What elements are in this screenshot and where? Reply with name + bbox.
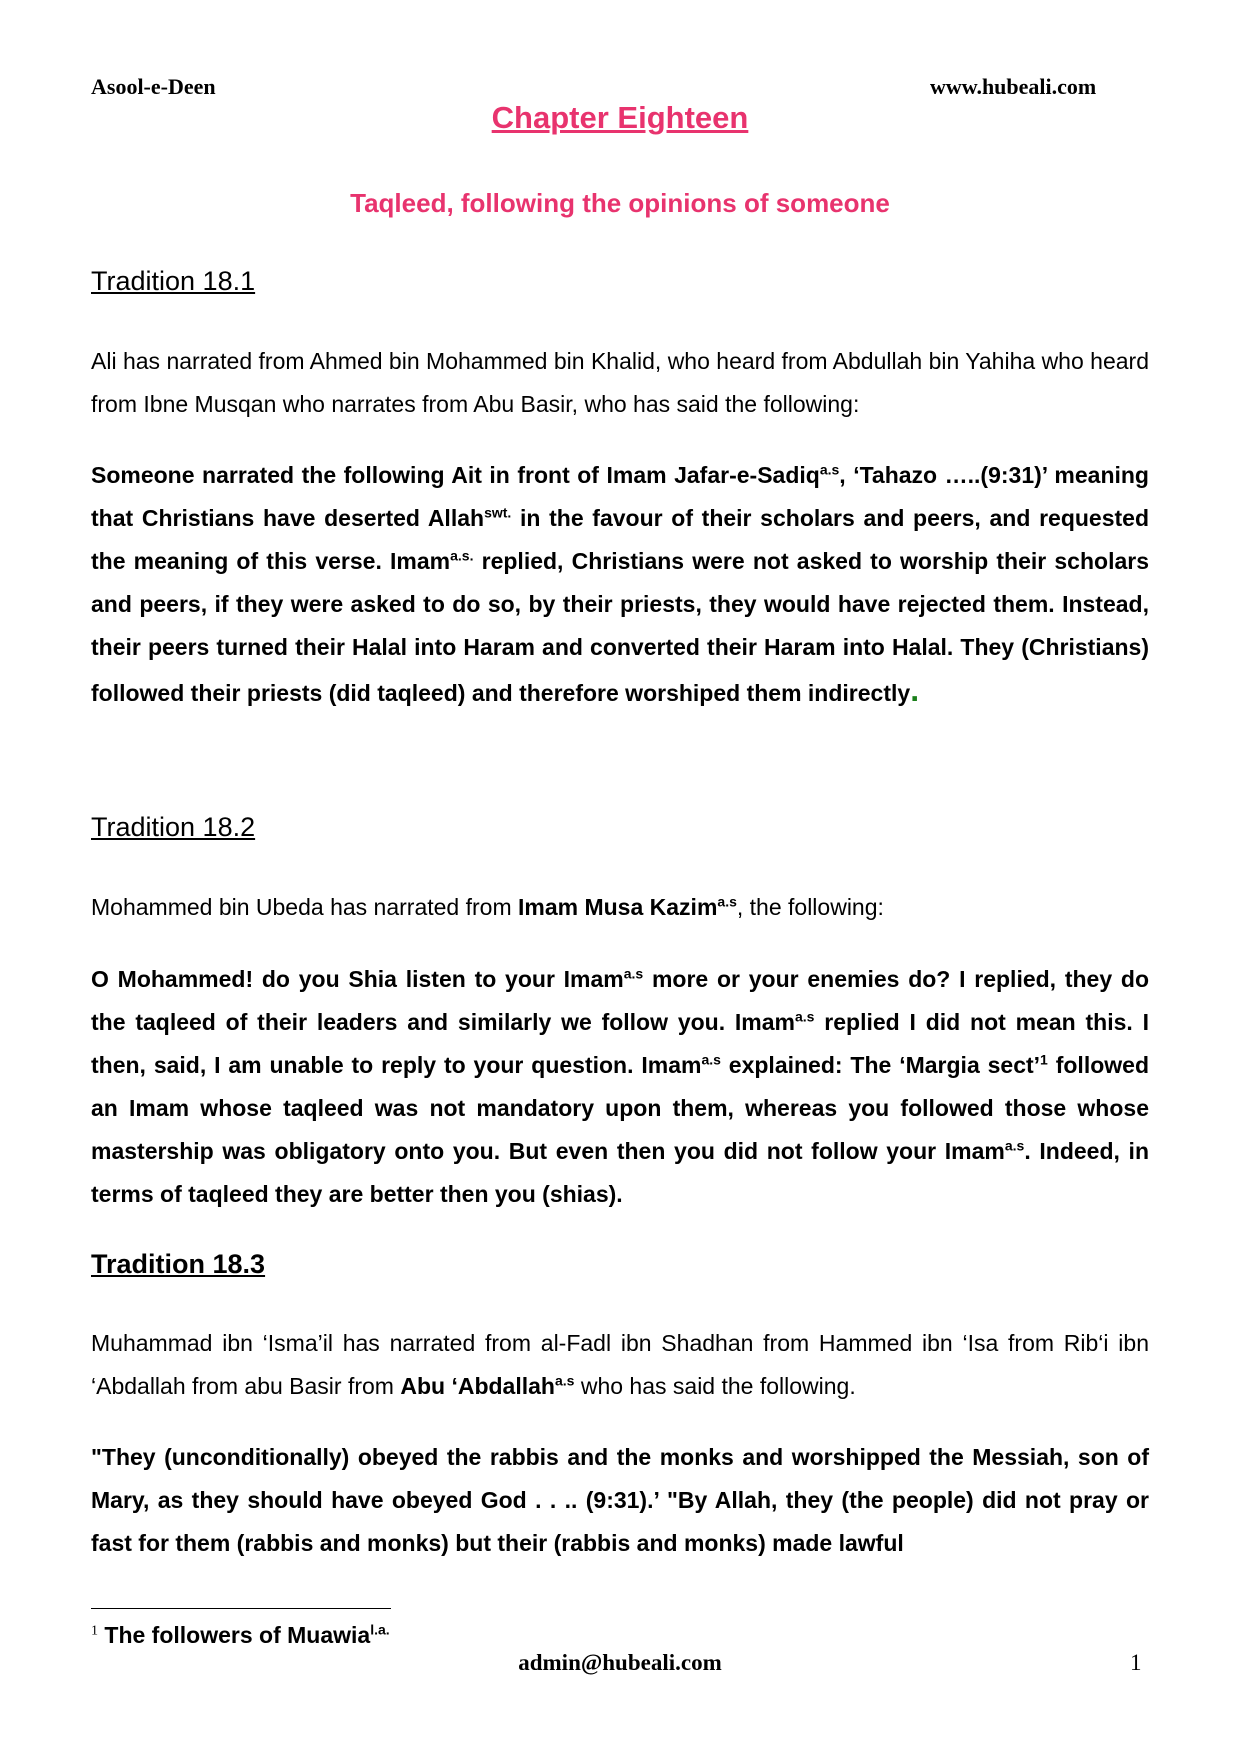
tradition-18-1-intro: Ali has narrated from Ahmed bin Mohammed bin Khalid, who heard from Abdullah bin Yahiha who heard from Ibne Musqan who narrates from Abu Basir, who has said the following:: [91, 348, 1149, 417]
page-number: 1: [1130, 1650, 1142, 1675]
honorific-sup: swt.: [484, 504, 512, 521]
tradition-18-2-quote: O Mohammed! do you Shia listen to your Imam$^{a.s}$ more or your enemies do? I replied, they do the taqleed of their leaders and similarly we follow you. Imam$^{a.s}$ replied I did not mean this. I then, said, I am unable to reply to your question. Imam$^{a.s}$ explained: The ‘Margia sect’$^1$ followed an Imam whose taqleed was not mandatory upon them, whereas you followed those whose mastership was obligatory onto you. But even then you did not follow your Imam$^{a.s}$. Indeed, in terms of taqleed they are better then you (shias).: [91, 965, 1149, 1207]
tradition-18-2-heading: Tradition 18.2: [91, 812, 256, 842]
footnote-number: 1: [91, 1623, 98, 1639]
green-period: .: [910, 672, 920, 708]
honorific-sup: a.s: [795, 1008, 815, 1025]
tradition-18-2-intro: Mohammed bin Ubeda has narrated from Imam Musa Kazim$^{a.s}$, the following:: [91, 893, 884, 920]
tradition-18-3-intro: Muhammad ibn ‘Isma’il has narrated from al-Fadl ibn Shadhan from Hammed ibn ‘Isa from Rib‘i ibn ‘Abdallah from abu Basir from Abu ‘Abdallah$^{a.s}$ who has said the following.: [91, 1330, 1149, 1399]
footer-email: admin@hubeali.com: [518, 1650, 722, 1675]
honorific-sup: a.s: [554, 1372, 575, 1389]
chapter-title: Chapter Eighteen: [491, 100, 749, 135]
honorific-sup: a.s: [1004, 1137, 1025, 1154]
honorific-sup: a.s: [819, 461, 840, 478]
tradition-18-3-heading: Tradition 18.3: [91, 1249, 266, 1279]
header-doc-title: Asool-e-Deen: [91, 74, 216, 99]
honorific-sup: l.a.: [370, 1621, 390, 1638]
chapter-subtitle: Taqleed, following the opinions of someone: [350, 188, 890, 218]
honorific-sup: a.s: [623, 965, 644, 982]
footnote: $^1$ The followers of Muawia$^{l.a.}$: [91, 1621, 390, 1648]
honorific-sup: a.s: [701, 1051, 721, 1068]
honorific-sup: a.s: [717, 893, 737, 910]
honorific-sup: a.s.: [450, 547, 474, 564]
footnote-divider: [91, 1608, 391, 1609]
tradition-18-1-quote: Someone narrated the following Ait in front of Imam Jafar-e-Sadiq$^{a.s}$, ‘Tahazo …..(9:31)’ meaning that Christians have deserted Allah$^{swt.}$ in the favour of their scholars and peers, and requested the meaning of this verse. Imam$^{a.s.}$ replied, Christians were not asked to worship their scholars and peers, if they were asked to do so, by their priests, they would have rejected them. Instead, their peers turned their Halal into Haram and converted their Haram into Halal. They (Christians) followed their priests (did taqleed) and therefore worshiped them indirectly.: [91, 461, 1149, 708]
footnote-ref[interactable]: 1: [1040, 1051, 1048, 1068]
tradition-18-1-heading: Tradition 18.1: [91, 266, 256, 296]
header-website: www.hubeali.com: [930, 74, 1097, 99]
tradition-18-3-quote: "They (unconditionally) obeyed the rabbis and the monks and worshipped the Messiah, son of Mary, as they should have obeyed God . . .. (9:31).’ "By Allah, they (the people) did not pray or fast for them (rabbis and monks) but their (rabbis and monks) made lawful: [91, 1444, 1149, 1556]
